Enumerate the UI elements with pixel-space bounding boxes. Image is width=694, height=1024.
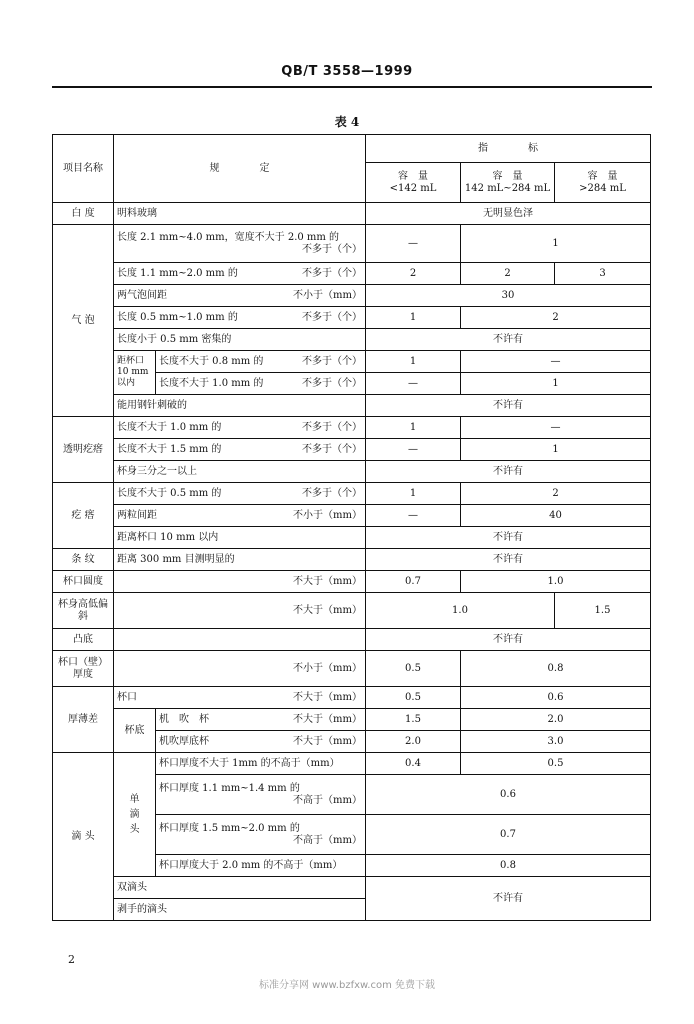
val-b4-c1: 1: [366, 307, 461, 329]
val-b6b-c1: —: [366, 373, 461, 395]
val-t-press-c1: 2.0: [366, 731, 461, 753]
rule-b6a: 长度不大于 0.8 mm 的 不多于（个）: [156, 351, 366, 373]
rule-white: 明料玻璃: [114, 203, 366, 225]
val-tilt-c3: 1.5: [555, 593, 651, 629]
cat-mouth-round: 杯口圆度: [53, 571, 114, 593]
val-k1-c1: 1: [366, 483, 461, 505]
header-item-name: 项目名称: [53, 135, 114, 203]
header-cap3: 容 量 >284 mL: [555, 163, 651, 203]
val-d4: 0.8: [366, 855, 651, 877]
val-white: 无明显色泽: [366, 203, 651, 225]
rule-b4: 长度 0.5 mm~1.0 mm 的 不多于（个）: [114, 307, 366, 329]
val-s1-c1: 1: [366, 417, 461, 439]
val-t-mouth-c23: 0.6: [461, 687, 651, 709]
val-k2-c1: —: [366, 505, 461, 527]
rule-stripe: 距离 300 mm 目测明显的: [114, 549, 366, 571]
rule-k3: 距离杯口 10 mm 以内: [114, 527, 366, 549]
watermark: 标准分享网 www.bzfxw.com 免费下载: [259, 980, 435, 991]
val-b1-c23: 1: [461, 225, 651, 263]
rule-d4: 杯口厚度大于 2.0 mm 的不高于（mm）: [156, 855, 366, 877]
rule-rim: 不小于（mm）: [114, 651, 366, 687]
val-b2-c3: 3: [555, 263, 651, 285]
val-t-mouth-c1: 0.5: [366, 687, 461, 709]
val-rim-c23: 0.8: [461, 651, 651, 687]
cat-bubbles: 气 泡: [53, 225, 114, 417]
val-d3: 0.7: [366, 815, 651, 855]
val-s2-c1: —: [366, 439, 461, 461]
val-d1-c23: 0.5: [461, 753, 651, 775]
val-k3: 不许有: [366, 527, 651, 549]
header-indicator: 指 标: [366, 135, 651, 163]
rule-b6-group: 距杯口 10 mm 以内: [114, 351, 156, 395]
cat-rim: 杯口（壁）厚度: [53, 651, 114, 687]
val-convex: 不许有: [366, 629, 651, 651]
cat-stones: 透明疙瘩: [53, 417, 114, 483]
val-b6b-c23: 1: [461, 373, 651, 395]
val-round-c1: 0.7: [366, 571, 461, 593]
rule-bottom: 杯底: [114, 709, 156, 753]
val-k1-c23: 2: [461, 483, 651, 505]
rule-round: 不大于（mm）: [114, 571, 366, 593]
standard-code: QB/T 3558—1999: [281, 64, 413, 79]
rule-t-press: 机吹厚底杯 不大于（mm）: [156, 731, 366, 753]
rule-single: 单 滴 头: [114, 753, 156, 877]
table-caption: 表 4: [334, 115, 360, 129]
val-t-blow-c23: 2.0: [461, 709, 651, 731]
rule-s3: 杯身三分之一以上: [114, 461, 366, 483]
val-k2-c23: 40: [461, 505, 651, 527]
rule-b7: 能用钢针刺破的: [114, 395, 366, 417]
cat-tilt: 杯身高低偏斜: [53, 593, 114, 629]
val-tilt-c12: 1.0: [366, 593, 555, 629]
rule-convex-blank: [114, 629, 366, 651]
val-b6a-c23: —: [461, 351, 651, 373]
val-b7: 不许有: [366, 395, 651, 417]
header-rule: 规 定: [114, 135, 366, 203]
val-b2-c1: 2: [366, 263, 461, 285]
rule-b6b: 长度不大于 1.0 mm 的 不多于（个）: [156, 373, 366, 395]
rule-s1: 长度不大于 1.0 mm 的 不多于（个）: [114, 417, 366, 439]
val-t-press-c23: 3.0: [461, 731, 651, 753]
rule-d6: 剥手的滴头: [114, 899, 366, 921]
val-round-c23: 1.0: [461, 571, 651, 593]
rule-b3: 两气泡间距 不小于（mm）: [114, 285, 366, 307]
rule-s2: 长度不大于 1.5 mm 的 不多于（个）: [114, 439, 366, 461]
cat-stripes: 条 纹: [53, 549, 114, 571]
val-b5: 不许有: [366, 329, 651, 351]
rule-t-mouth: 杯口 不大于（mm）: [114, 687, 366, 709]
val-b1-c1: —: [366, 225, 461, 263]
rule-k2: 两粒间距 不小于（mm）: [114, 505, 366, 527]
rule-tilt: 不大于（mm）: [114, 593, 366, 629]
val-t-blow-c1: 1.5: [366, 709, 461, 731]
val-s3: 不许有: [366, 461, 651, 483]
page-number: 2: [68, 953, 75, 966]
val-b3: 30: [366, 285, 651, 307]
rule-d1: 杯口厚度不大于 1mm 的不高于（mm）: [156, 753, 366, 775]
val-d2: 0.6: [366, 775, 651, 815]
val-s1-c23: —: [461, 417, 651, 439]
rule-b1: 长度 2.1 mm~4.0 mm，宽度不大于 2.0 mm 的 不多于（个）: [114, 225, 366, 263]
spec-table: [52, 134, 651, 921]
cat-whiteness: 白 度: [53, 203, 114, 225]
header-rule: [52, 86, 652, 88]
cat-thickness: 厚薄差: [53, 687, 114, 753]
cat-knots: 疙 瘩: [53, 483, 114, 549]
header-cap1: 容 量 <142 mL: [366, 163, 461, 203]
val-d1-c1: 0.4: [366, 753, 461, 775]
val-b6a-c1: 1: [366, 351, 461, 373]
header-cap2: 容 量 142 mL~284 mL: [461, 163, 555, 203]
cat-convex: 凸底: [53, 629, 114, 651]
rule-d3: 杯口厚度 1.5 mm~2.0 mm 的 不高于（mm）: [156, 815, 366, 855]
val-s2-c23: 1: [461, 439, 651, 461]
rule-d2: 杯口厚度 1.1 mm~1.4 mm 的 不高于（mm）: [156, 775, 366, 815]
val-b4-c23: 2: [461, 307, 651, 329]
cat-drops: 滴 头: [53, 753, 114, 921]
val-rim-c1: 0.5: [366, 651, 461, 687]
rule-t-blow: 机 吹 杯 不大于（mm）: [156, 709, 366, 731]
rule-b2: 长度 1.1 mm~2.0 mm 的 不多于（个）: [114, 263, 366, 285]
rule-d5: 双滴头: [114, 877, 366, 899]
val-stripe: 不许有: [366, 549, 651, 571]
val-b2-c2: 2: [461, 263, 555, 285]
rule-b5: 长度小于 0.5 mm 密集的: [114, 329, 366, 351]
rule-k1: 长度不大于 0.5 mm 的 不多于（个）: [114, 483, 366, 505]
val-d56: 不许有: [366, 877, 651, 921]
